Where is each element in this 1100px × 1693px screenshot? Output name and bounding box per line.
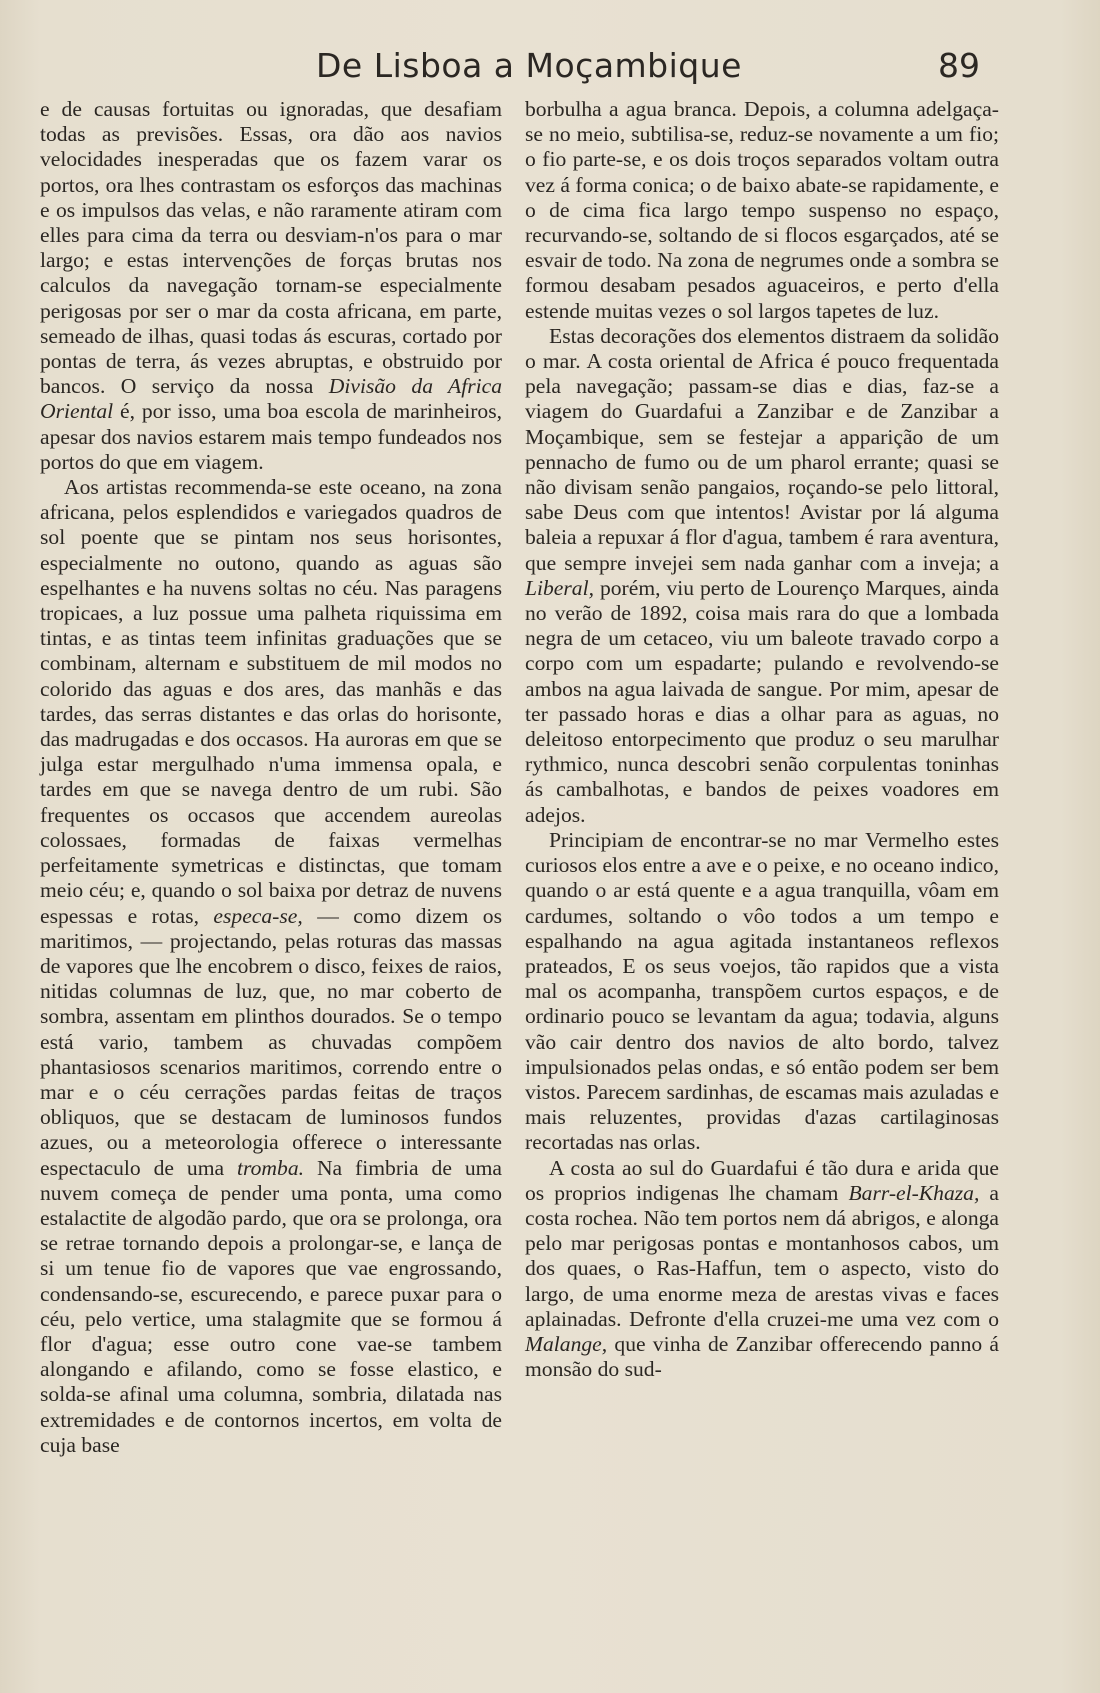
paragraph-text: Estas decorações dos elementos distraem da solidão o mar. A costa oriental de Africa é pouco frequentada pela navegação; passam-se dias e dias, faz-se a viagem do Guardafui a Zanzibar e de Zanzibar a Moçambique, sem se festejar a apparição de um pennacho de fumo ou de um pharol errante; quasi se não divisam senão pangaios, roçando-se pelo littoral, sabe Deus com que intentos! Avistar por lá alguma baleia a repuxar á flor d'agua, tambem é rara aventura, que sempre invejei sem nada ganhar com a inveja; a [525,323,999,575]
left-column [40,97,502,1458]
paragraph-text: a costa rochea. Não tem portos nem dá abrigos, e alonga pelo mar perigosas pontas e montanhosos cabos, um dos quaes, o Ras-Haffun, tem o aspecto, visto do largo, de uma enorme meza de arestas vivas e faces aplainadas. Defronte d'ella cruzei-me uma vez com o [525,1180,999,1331]
right-column [525,97,999,1382]
page-number: 89 [938,46,980,85]
paragraph [40,97,502,475]
running-title: De Lisboa a Moçambique [316,46,742,85]
paragraph [40,475,502,1458]
italic-text: Divisão da Africa Oriental [40,374,502,424]
paragraph-text: e de causas fortuitas ou ignoradas, que desafiam todas as previsões. Essas, ora dão aos navios velocidades inesperadas que os fazem varar os portos, ora lhes contrastam os esforços das machinas e os impulsos das velas, e não raramente atiram com elles para cima da terra ou desviam-n'os para o mar largo; e estas intervenções de forças brutas nos calculos da navegação tornam-se especialmente perigosas por ser o mar da costa africana, em parte, semeado de ilhas, quasi todas ás escuras, cortado por pontas de terra, ás vezes abruptas, e obstruido por bancos. O serviço da nossa [40,97,502,399]
paragraph-text: porém, viu perto de Lourenço Marques, ainda no verão de 1892, coisa mais rara do que a lombada negra de um cetaceo, viu um baleote travado corpo a corpo com um espadarte; pulando e revolvendo-se ambos na agua laivada de sangue. Por mim, apesar de ter passado horas e dias a olhar para as aguas, no deleitoso entorpecimento que produz o seu marulhar rythmico, nunca descobri senão corpulentas toninhas ás cambalhotas, e bandos de peixes voadores em adejos. [525,575,999,827]
paragraph [525,97,999,324]
paragraph-text: Aos artistas recommenda-se este oceano, na zona africana, pelos esplendidos e variegados quadros de sol poente que se pintam nos seus horisontes, especialmente no outono, quando as aguas são espelhantes e ha nuvens soltas no céu. Nas paragens tropicaes, a luz possue uma palheta riquissima em tintas, e as tintas teem infinitas graduações que se combinam, alternam e substituem de mil modos no colorido das aguas e dos ares, das manhãs e das tardes, das serras distantes e das orlas do horisonte, das madrugadas e dos occasos. Ha auroras em que se julga estar mergulhado n'uma immensa opala, e tardes em que se navega dentro de um rubi. São frequentes os occasos que accendem aureolas colossaes, formadas de faixas vermelhas perfeitamente symetricas e distinctas, que tomam meio céu; e, quando o sol baixa por detraz de nuvens espessas e rotas, [40,475,502,928]
paragraph-text: que vinha de Zanzibar offerecendo panno á monsão do sud- [525,1331,999,1382]
paragraph-text: é, por isso, uma boa escola de marinheiros, apesar dos navios estarem mais tempo fundeados nos portos do que em viagem. [40,399,502,474]
paragraph-text: — como dizem os maritimos, — projectando, pelas roturas das massas de vapores que lhe encobrem o disco, feixes de raios, nitidas columnas de luz, que, no mar coberto de sombra, assentam em plinthos dourados. Se o tempo está vario, tambem as chuvadas compõem phantasiosos scenarios maritimos, correndo entre o mar e o céu cerrações pardas feitas de traços obliquos, que se destacam de luminosos fundos azues, ou a meteorologia offerece o interessante espectaculo de uma [40,903,502,1180]
italic-text: tromba. [237,1155,305,1180]
italic-text: Barr-el-Khaza, [848,1180,980,1205]
paragraph [525,1156,999,1383]
italic-text: especa-se, [213,903,303,928]
running-head [0,46,1100,96]
italic-text: Liberal, [525,575,594,600]
paragraph-text: A costa ao sul do Guardafui é tão dura e arida que os proprios indigenas lhe chamam [525,1155,999,1205]
paragraph-text: Na fimbria de uma nuvem começa de pender uma ponta, uma como estalactite de algodão pardo, que ora se prolonga, ora se retrae tornando depois a prolongar-se, e lança de si um tenue fio de vapores que vae engrossando, condensando-se, escurecendo, e parece puxar para o céu, pelo vertice, uma stalagmite que se formou á flor d'agua; esse outro cone vae-se tambem alongando e afilando, como se fosse elastico, e solda-se afinal uma columna, sombria, dilatada nas extremidades e de contornos incertos, em volta de cuja base [40,1155,502,1457]
paragraph-text: Principiam de encontrar-se no mar Vermelho estes curiosos elos entre a ave e o peixe, e no oceano indico, quando o ar está quente e a agua tranquilla, vôam em cardumes, soltando o vôo todos a um tempo e espalhando na agua agitada instantaneos reflexos prateados, E os seus voejos, tão rapidos que a vista mal os acompanha, transpõem curtos espaços, e de ordinario pouco se levantam da agua; todavia, alguns vão cair dentro dos navios de alto bordo, talvez impulsionados pelas ondas, e só então podem ser bem vistos. Parecem sardinhas, de escamas mais azuladas e mais reluzentes, providas d'azas cartilaginosas recortadas nas orlas. [525,827,999,1155]
paragraph-text: borbulha a agua branca. Depois, a columna adelgaça-se no meio, subtilisa-se, reduz-se novamente a um fio; o fio parte-se, e os dois troços separados voltam outra vez á forma conica; o de baixo abate-se rapidamente, e o de cima fica largo tempo suspenso no espaço, recurvando-se, soltando de si flocos esgarçados, até se esvair de todo. Na zona de negrumes onde a sombra se formou desabam pesados aguaceiros, e perto d'ella estende muitas vezes o sol largos tapetes de luz. [525,97,999,323]
paragraph [525,828,999,1156]
paragraph [525,324,999,828]
italic-text: Malange, [525,1331,608,1356]
